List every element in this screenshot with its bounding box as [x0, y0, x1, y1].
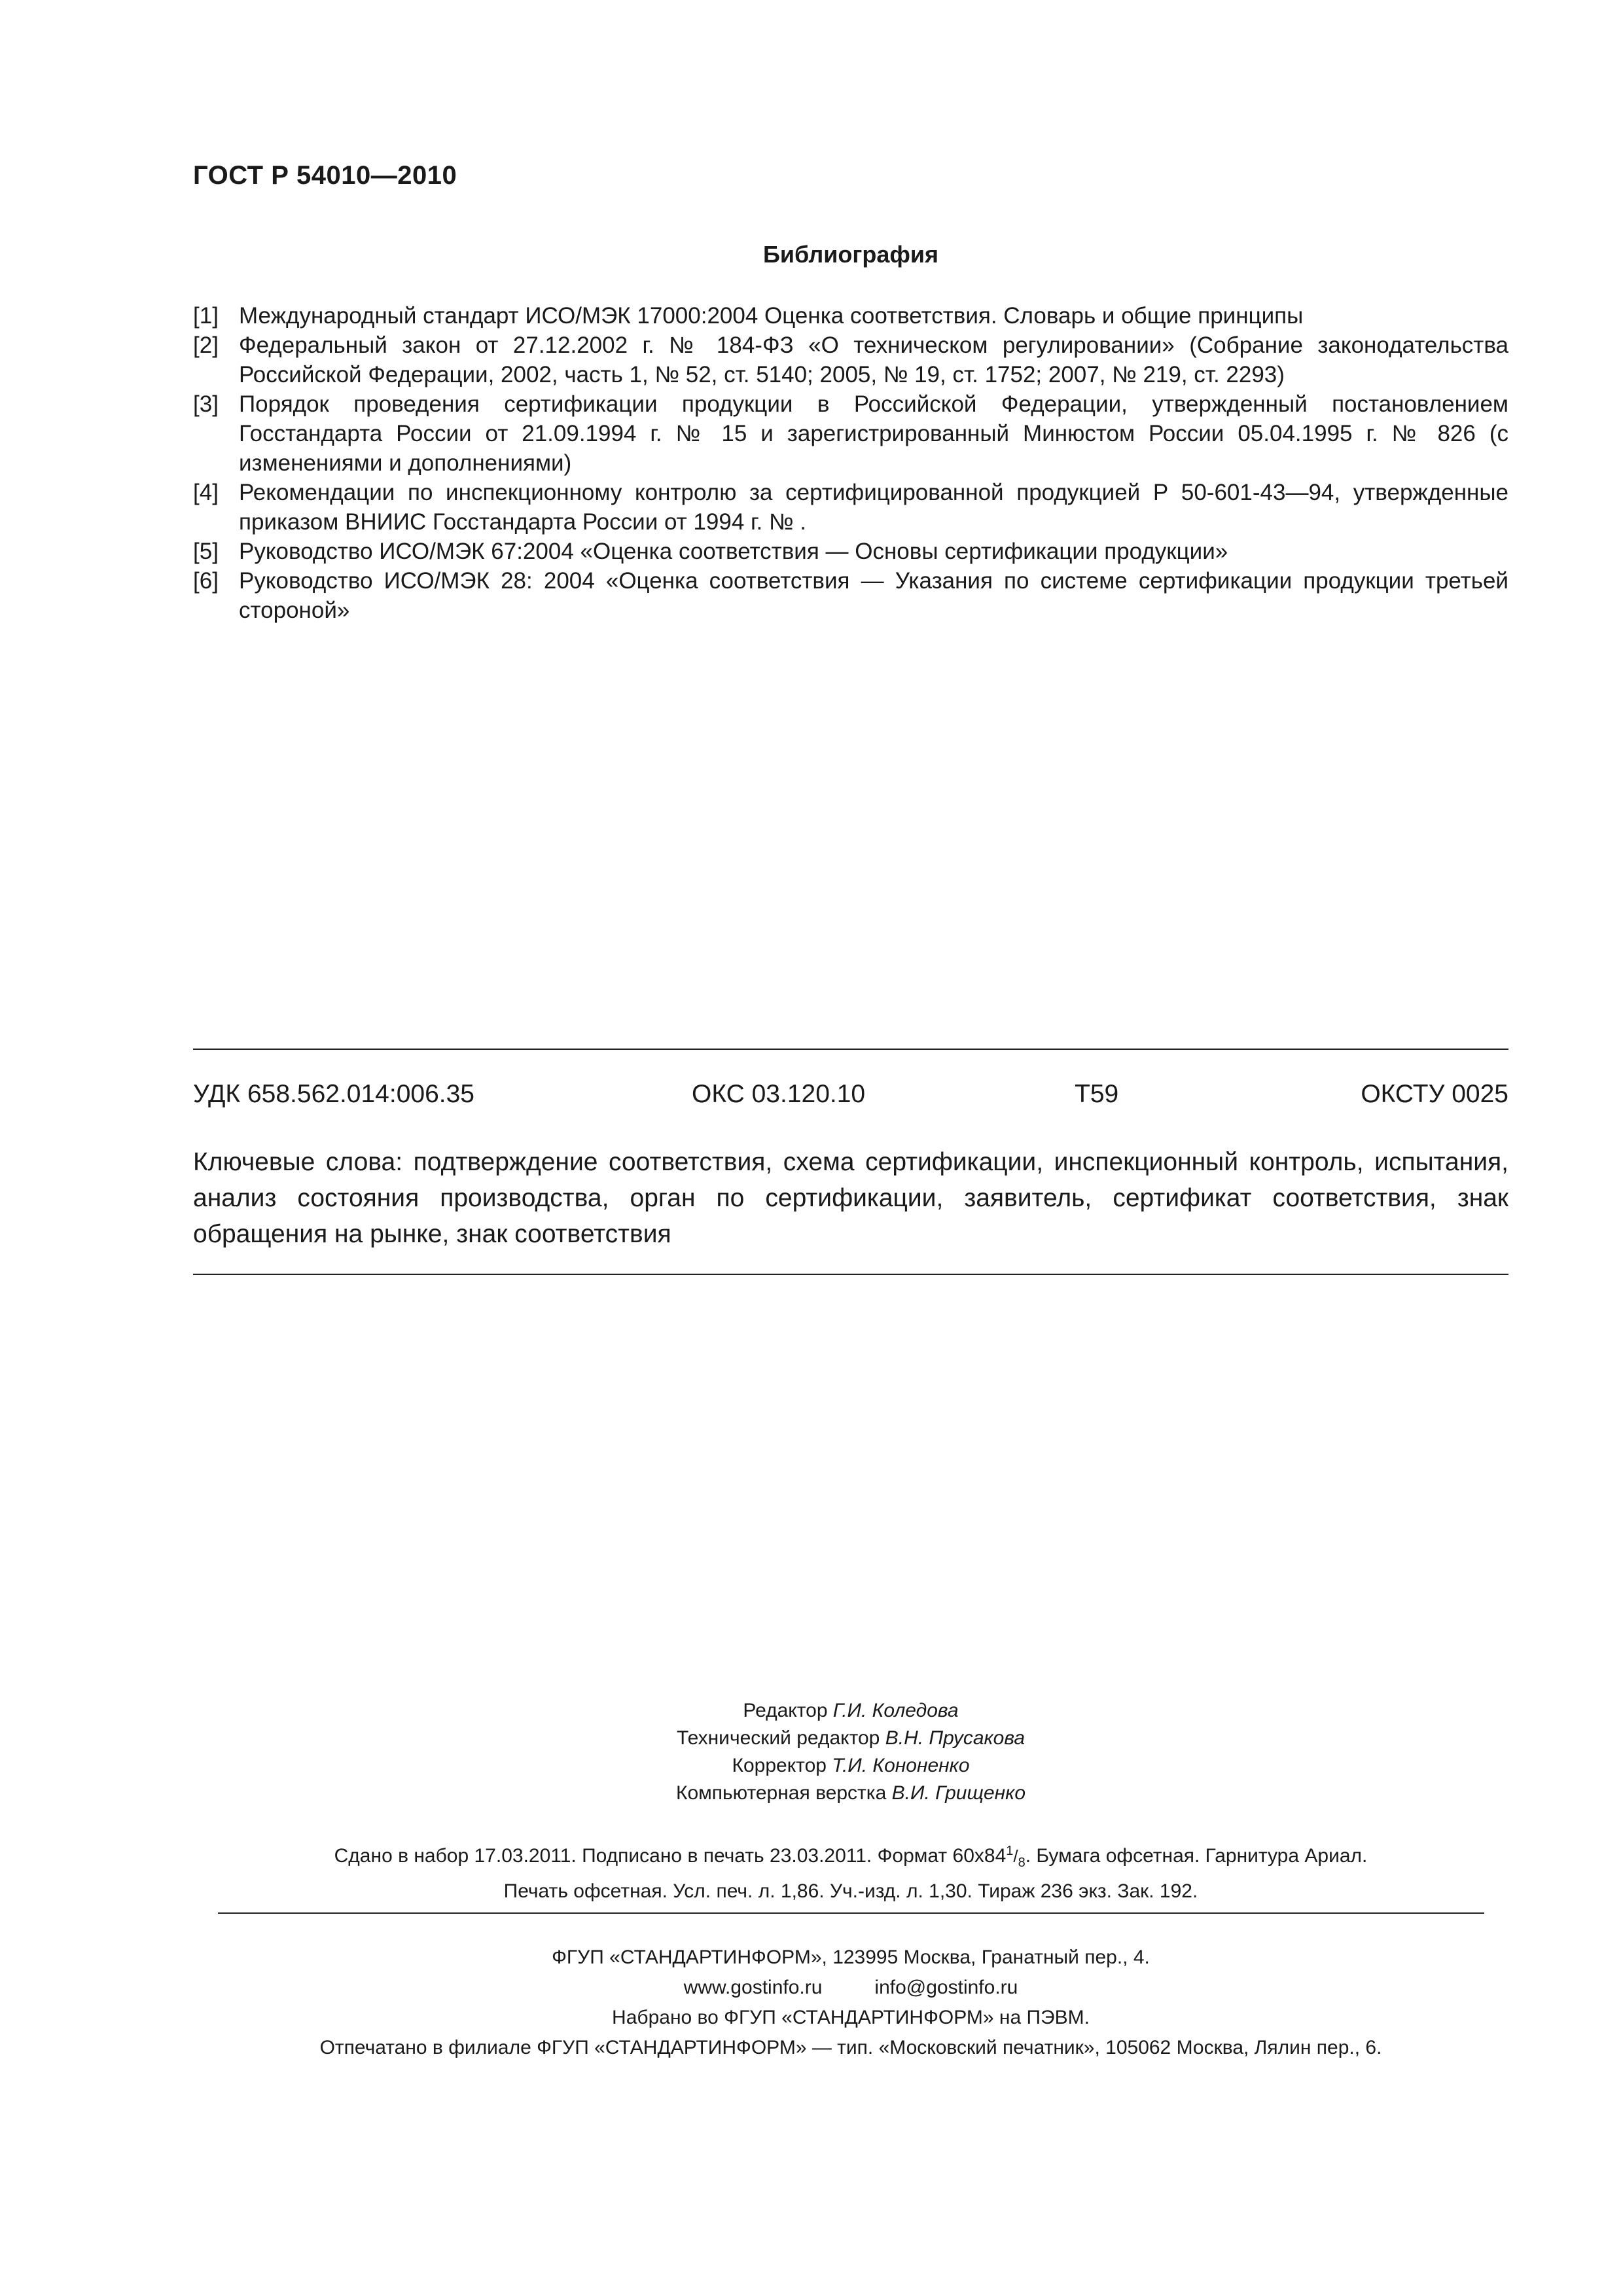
bibliography-item-number: [5] — [193, 539, 219, 564]
credit-label: Технический редактор — [676, 1727, 880, 1749]
oks-code: ОКС 03.120.10 — [692, 1080, 866, 1108]
print-info-text: Сдано в набор 17.03.2011. Подписано в печать 23.03.2011. Формат 60х84 — [334, 1845, 1007, 1867]
publisher-typeset-note: Набрано во ФГУП «СТАНДАРТИНФОРМ» на ПЭВМ. — [612, 2007, 1090, 2028]
publisher-contacts — [0, 1973, 1623, 2003]
bibliography-item-text: Руководство ИСО/МЭК 67:2004 «Оценка соответствия — Основы сертификации продукции» — [239, 539, 1228, 564]
bibliography-item — [193, 537, 1508, 566]
divider-bottom — [218, 1912, 1484, 1914]
classification-row — [193, 1080, 1508, 1113]
print-info-line-1: Сдано в набор 17.03.2011. Подписано в печать 23.03.2011. Формат $60х84^1/_8$. Бумага офсетная. Гарнитура Ариал. — [334, 1844, 1368, 1870]
publisher-website-link[interactable]: www.gostinfo.ru — [683, 1977, 823, 1998]
print-info — [0, 1837, 1623, 1906]
credit-layout — [0, 1780, 1623, 1807]
credit-name: В.Н. Прусакова — [885, 1727, 1026, 1749]
publisher-email-link[interactable]: info@gostinfo.ru — [874, 1977, 1018, 1998]
bibliography-item — [193, 478, 1508, 537]
okstu-code: ОКСТУ 0025 — [1361, 1080, 1508, 1108]
credit-name: Г.И. Коледова — [832, 1700, 959, 1721]
bibliography-item — [193, 566, 1508, 625]
credit-tech-editor — [0, 1725, 1623, 1752]
credit-label: Компьютерная верстка — [675, 1782, 887, 1804]
bibliography-item-number: [4] — [193, 480, 219, 505]
publisher-address: ФГУП «СТАНДАРТИНФОРМ», 123995 Москва, Гранатный пер., 4. — [552, 1946, 1150, 1968]
bibliography-item-number: [1] — [193, 303, 219, 329]
credit-name: Т.И. Кононенко — [832, 1755, 970, 1776]
credits-block — [0, 1697, 1623, 1807]
bibliography-item-number: [3] — [193, 391, 219, 417]
credit-editor — [0, 1697, 1623, 1725]
bibliography-item-number: [2] — [193, 332, 219, 358]
publisher-print-note: Отпечатано в филиале ФГУП «СТАНДАРТИНФОРМ» — тип. «Московский печатник», 105062 Москва, Лялин пер., 6. — [319, 2037, 1382, 2058]
print-info-text: . Бумага офсетная. Гарнитура Ариал. — [1025, 1845, 1368, 1867]
divider-top — [193, 1049, 1508, 1050]
credit-label: Корректор — [732, 1755, 827, 1776]
bibliography-item — [193, 301, 1508, 331]
bibliography-item-text: Международный стандарт ИСО/МЭК 17000:2004 Оценка соответствия. Словарь и общие принципы — [239, 303, 1304, 329]
bibliography-item-text: Рекомендации по инспекционному контролю за сертифицированной продукцией Р 50-601-43—94, утвержденные приказом ВНИИС Госстандарта России от 1994 г. № . — [239, 480, 1508, 535]
format-fraction-denominator: 8 — [1018, 1856, 1026, 1870]
bibliography-item-number: [6] — [193, 568, 219, 594]
group-code: Т59 — [1075, 1080, 1119, 1108]
keywords: Ключевые слова: подтверждение соответствия, схема сертификации, инспекционный контроль, испытания, анализ состояния производства, орган по сертификации, заявитель, сертификат соответствия, знак обращения на рынке, знак соответствия — [193, 1148, 1508, 1248]
bibliography-item-text: Порядок проведения сертификации продукции в Российской Федерации, утвержденный постановлением Госстандарта России от 21.09.1994 г. № 15 и зарегистрированный Минюстом России 05.04.1995 г. № 826 (с изменениями и дополнениями) — [239, 391, 1508, 476]
divider-middle — [193, 1274, 1508, 1275]
publisher-info — [0, 1943, 1623, 2063]
format-fraction-numerator: 1 — [1006, 1844, 1014, 1858]
bibliography-item — [193, 331, 1508, 389]
credit-corrector — [0, 1752, 1623, 1780]
document-code: ГОСТ Р 54010—2010 — [193, 161, 457, 190]
bibliography-list — [193, 301, 1508, 625]
bibliography-item — [193, 389, 1508, 478]
credit-name: В.И. Грищенко — [891, 1782, 1026, 1804]
credit-label: Редактор — [743, 1700, 828, 1721]
bibliography-item-text: Руководство ИСО/МЭК 28: 2004 «Оценка соответствия — Указания по системе сертификации продукции третьей стороной» — [239, 568, 1508, 623]
udk-code: УДК 658.562.014:006.35 — [193, 1080, 474, 1108]
bibliography-item-text: Федеральный закон от 27.12.2002 г. № 184-ФЗ «О техническом регулировании» (Собрание законодательства Российской Федерации, 2002, часть 1, № 52, ст. 5140; 2005, № 19, ст. 1752; 2007, № 219, ст. 2293) — [239, 332, 1508, 387]
bibliography-title: Библиография — [763, 241, 938, 268]
print-info-line-2: Печать офсетная. Усл. печ. л. 1,86. Уч.-изд. л. 1,30. Тираж 236 экз. Зак. 192. — [503, 1880, 1198, 1902]
